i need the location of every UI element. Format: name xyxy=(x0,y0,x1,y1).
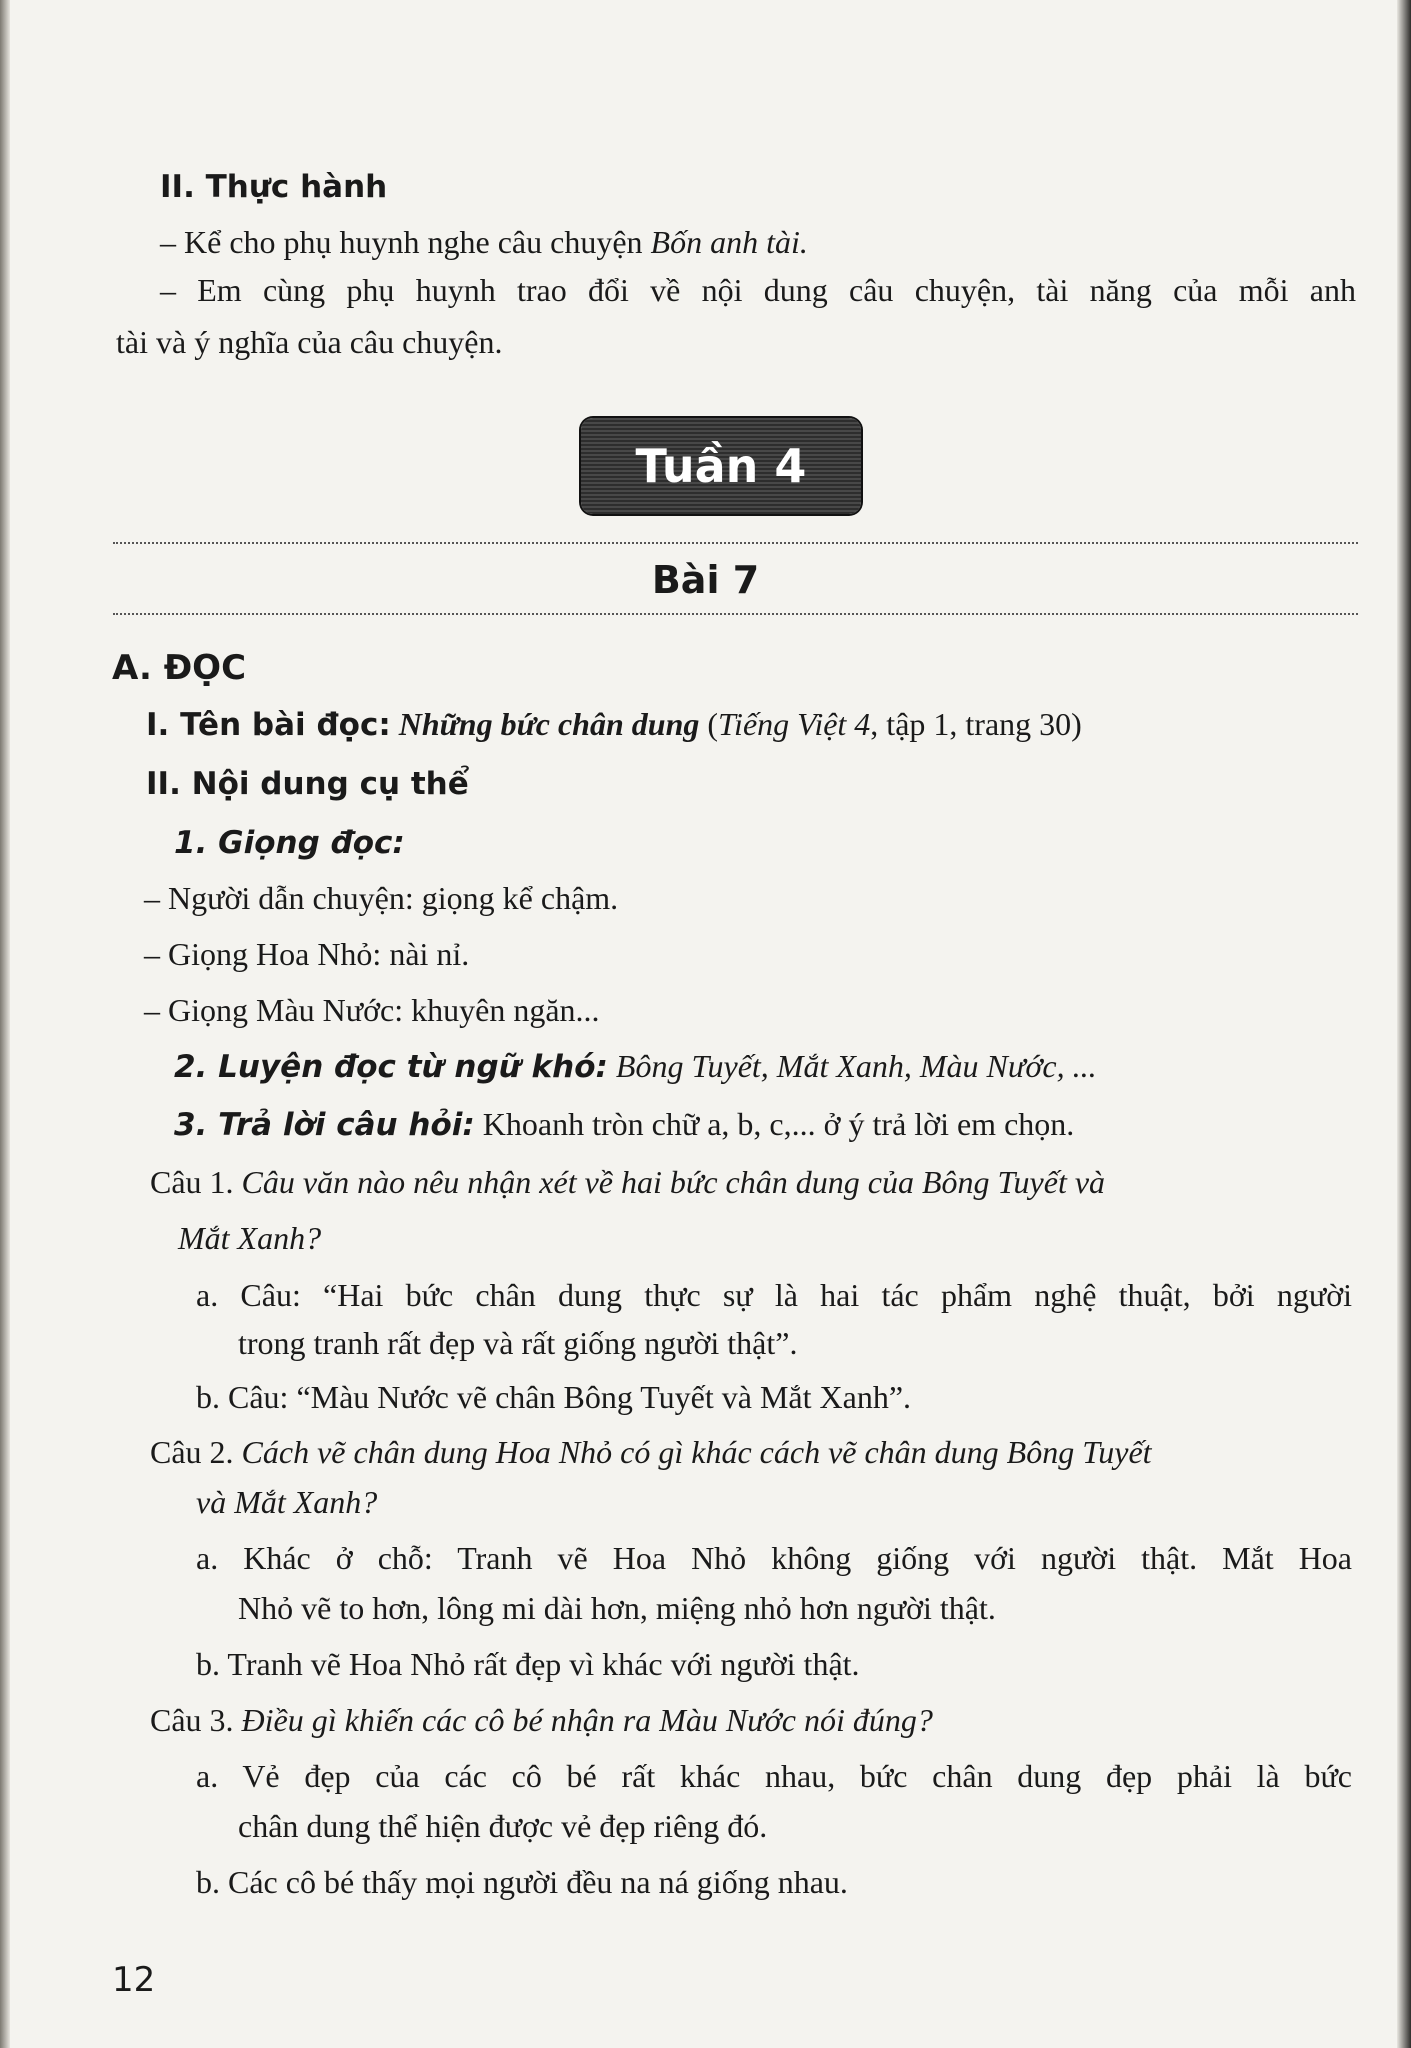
voice-item: – Giọng Hoa Nhỏ: nài nỉ. xyxy=(144,936,470,972)
question-2-option-a-line-2: Nhỏ vẽ to hơn, lông mi dài hơn, miệng nhỏ hơn người thật. xyxy=(238,1590,996,1626)
question-1-option-a-line-1: a. Câu: “Hai bức chân dung thực sự là hai tác phẩm nghệ thuật, bởi người xyxy=(196,1277,1352,1313)
reading-name-line xyxy=(146,704,1082,745)
question-2-line-1 xyxy=(150,1432,1152,1472)
question-number: Câu 3. xyxy=(150,1702,242,1738)
hard-words-label: 2. Luyện đọc từ ngữ khó: xyxy=(174,1049,608,1085)
answer-instruction: Khoanh tròn chữ a, b, c,... ở ý trả lời em chọn. xyxy=(474,1106,1075,1142)
question-2-option-a-line-1: a. Khác ở chỗ: Tranh vẽ Hoa Nhỏ không giống với người thật. Mắt Hoa xyxy=(196,1540,1352,1576)
question-1-line-2: Mắt Xanh? xyxy=(178,1220,322,1256)
reading-source-book: Tiếng Việt 4 xyxy=(718,706,871,742)
question-number: Câu 1. xyxy=(150,1164,242,1200)
practice-item-2-line-1: – Em cùng phụ huynh trao đổi về nội dung câu chuyện, tài năng của mỗi anh xyxy=(160,272,1356,308)
content-heading: II. Nội dung cụ thể xyxy=(146,766,469,802)
question-3-option-a-line-1: a. Vẻ đẹp của các cô bé rất khác nhau, bức chân dung đẹp phải là bức xyxy=(196,1758,1352,1794)
voice-item: – Người dẫn chuyện: giọng kể chậm. xyxy=(144,880,619,916)
page-edge-shadow xyxy=(1397,0,1411,2048)
question-text: Cách vẽ chân dung Hoa Nhỏ có gì khác cách vẽ chân dung Bông Tuyết xyxy=(241,1434,1152,1470)
question-1-line-1 xyxy=(150,1162,1105,1202)
practice-item-2-line-2: tài và ý nghĩa của câu chuyện. xyxy=(116,324,503,360)
lesson-title: Bài 7 xyxy=(651,558,760,602)
question-text: Câu văn nào nêu nhận xét về hai bức chân dung của Bông Tuyết và xyxy=(241,1164,1106,1200)
page-spine-shadow xyxy=(0,0,10,2048)
week-badge xyxy=(581,418,861,514)
divider-top xyxy=(113,542,1358,544)
voice-item: – Giọng Màu Nước: khuyên ngăn... xyxy=(144,992,600,1028)
practice-item-1 xyxy=(160,222,808,262)
practice-heading: II. Thực hành xyxy=(160,169,388,205)
section-a-heading: A. ĐỌC xyxy=(112,648,247,688)
voice-heading: 1. Giọng đọc: xyxy=(174,825,405,861)
reading-name-label: I. Tên bài đọc: xyxy=(146,707,391,743)
question-text: Điều gì khiến các cô bé nhận ra Màu Nước nói đúng? xyxy=(241,1702,933,1738)
question-1-option-a-line-2: trong tranh rất đẹp và rất giống người thật”. xyxy=(238,1325,798,1361)
question-3-option-a-line-2: chân dung thể hiện được vẻ đẹp riêng đó. xyxy=(238,1808,768,1844)
question-1-option-b: b. Câu: “Màu Nước vẽ chân Bông Tuyết và Mắt Xanh”. xyxy=(196,1379,912,1415)
question-3-line-1 xyxy=(150,1700,933,1740)
hard-words-list: Bông Tuyết, Mắt Xanh, Màu Nước, ... xyxy=(607,1048,1097,1084)
reading-source-open: ( xyxy=(699,706,719,742)
divider-bottom xyxy=(113,613,1358,615)
reading-title: Những bức chân dung xyxy=(398,706,700,742)
hard-words-line xyxy=(174,1046,1097,1087)
question-2-option-b: b. Tranh vẽ Hoa Nhỏ rất đẹp vì khác với người thật. xyxy=(196,1646,860,1682)
practice-item-1-text: – Kể cho phụ huynh nghe câu chuyện xyxy=(160,224,651,260)
reading-source-rest: , tập 1, trang 30) xyxy=(870,706,1082,742)
answer-instruction-line xyxy=(174,1104,1074,1145)
question-2-line-2: và Mắt Xanh? xyxy=(196,1484,378,1520)
page-number: 12 xyxy=(112,1960,156,2000)
week-badge-label: Tuần 4 xyxy=(635,439,807,493)
question-3-option-b: b. Các cô bé thấy mọi người đều na ná giống nhau. xyxy=(196,1864,848,1900)
question-number: Câu 2. xyxy=(150,1434,242,1470)
practice-item-1-title: Bốn anh tài. xyxy=(650,224,808,260)
answer-label: 3. Trả lời câu hỏi: xyxy=(174,1107,475,1143)
